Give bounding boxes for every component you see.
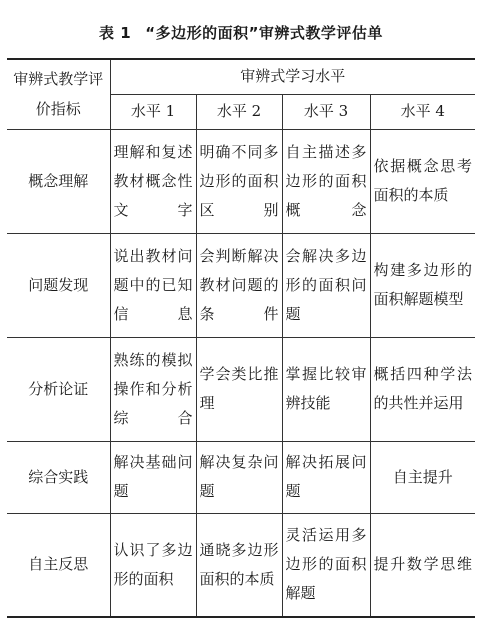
table-cell: 概括四种学法的共性并运用 (370, 337, 475, 441)
level-header-3: 水平 3 (282, 94, 370, 129)
table-row (7, 233, 475, 337)
table-row (7, 513, 475, 617)
table-cell: 自主提升 (370, 441, 475, 513)
table-cell: 依据概念思考面积的本质 (370, 129, 475, 233)
table-cell: 理解和复述教材概念性文字 (110, 129, 196, 233)
indicator-concept: 概念理解 (7, 129, 110, 233)
table-cell: 明确不同多边形的面积区别 (196, 129, 282, 233)
table-cell: 通晓多边形面积的本质 (196, 513, 282, 617)
table-cell: 解决拓展问题 (282, 441, 370, 513)
indicator-practice: 综合实践 (7, 441, 110, 513)
table-cell: 熟练的模拟操作和分析综合 (110, 337, 196, 441)
level-header-4: 水平 4 (370, 94, 475, 129)
table-cell: 解决基础问题 (110, 441, 196, 513)
table-cell: 认识了多边形的面积 (110, 513, 196, 617)
group-header: 审辨式学习水平 (110, 59, 475, 94)
evaluation-table (7, 58, 475, 618)
table-cell: 构建多边形的面积解题模型 (370, 233, 475, 337)
table-row (7, 441, 475, 513)
indicator-reflection: 自主反思 (7, 513, 110, 617)
table-cell: 说出教材问题中的已知信息 (110, 233, 196, 337)
indicator-problem: 问题发现 (7, 233, 110, 337)
table-cell: 学会类比推理 (196, 337, 282, 441)
level-header-1: 水平 1 (110, 94, 196, 129)
table-cell: 会判断解决教材问题的条件 (196, 233, 282, 337)
table-cell: 自主描述多边形的面积概念 (282, 129, 370, 233)
table-row (7, 337, 475, 441)
table-cell: 提升数学思维 (370, 513, 475, 617)
indicator-analysis: 分析论证 (7, 337, 110, 441)
table-cell: 解决复杂问题 (196, 441, 282, 513)
table-number: 表 1 (99, 24, 132, 42)
table-cell: 掌握比较审辨技能 (282, 337, 370, 441)
table-row (7, 129, 475, 233)
corner-header: 审辨式教学评价指标 (7, 59, 110, 129)
table-cell: 会解决多边形的面积问题 (282, 233, 370, 337)
table-title: “多边形的面积”审辨式教学评估单 (145, 24, 383, 42)
table-cell: 灵活运用多边形的面积解题 (282, 513, 370, 617)
table-caption (0, 22, 482, 43)
level-header-2: 水平 2 (196, 94, 282, 129)
